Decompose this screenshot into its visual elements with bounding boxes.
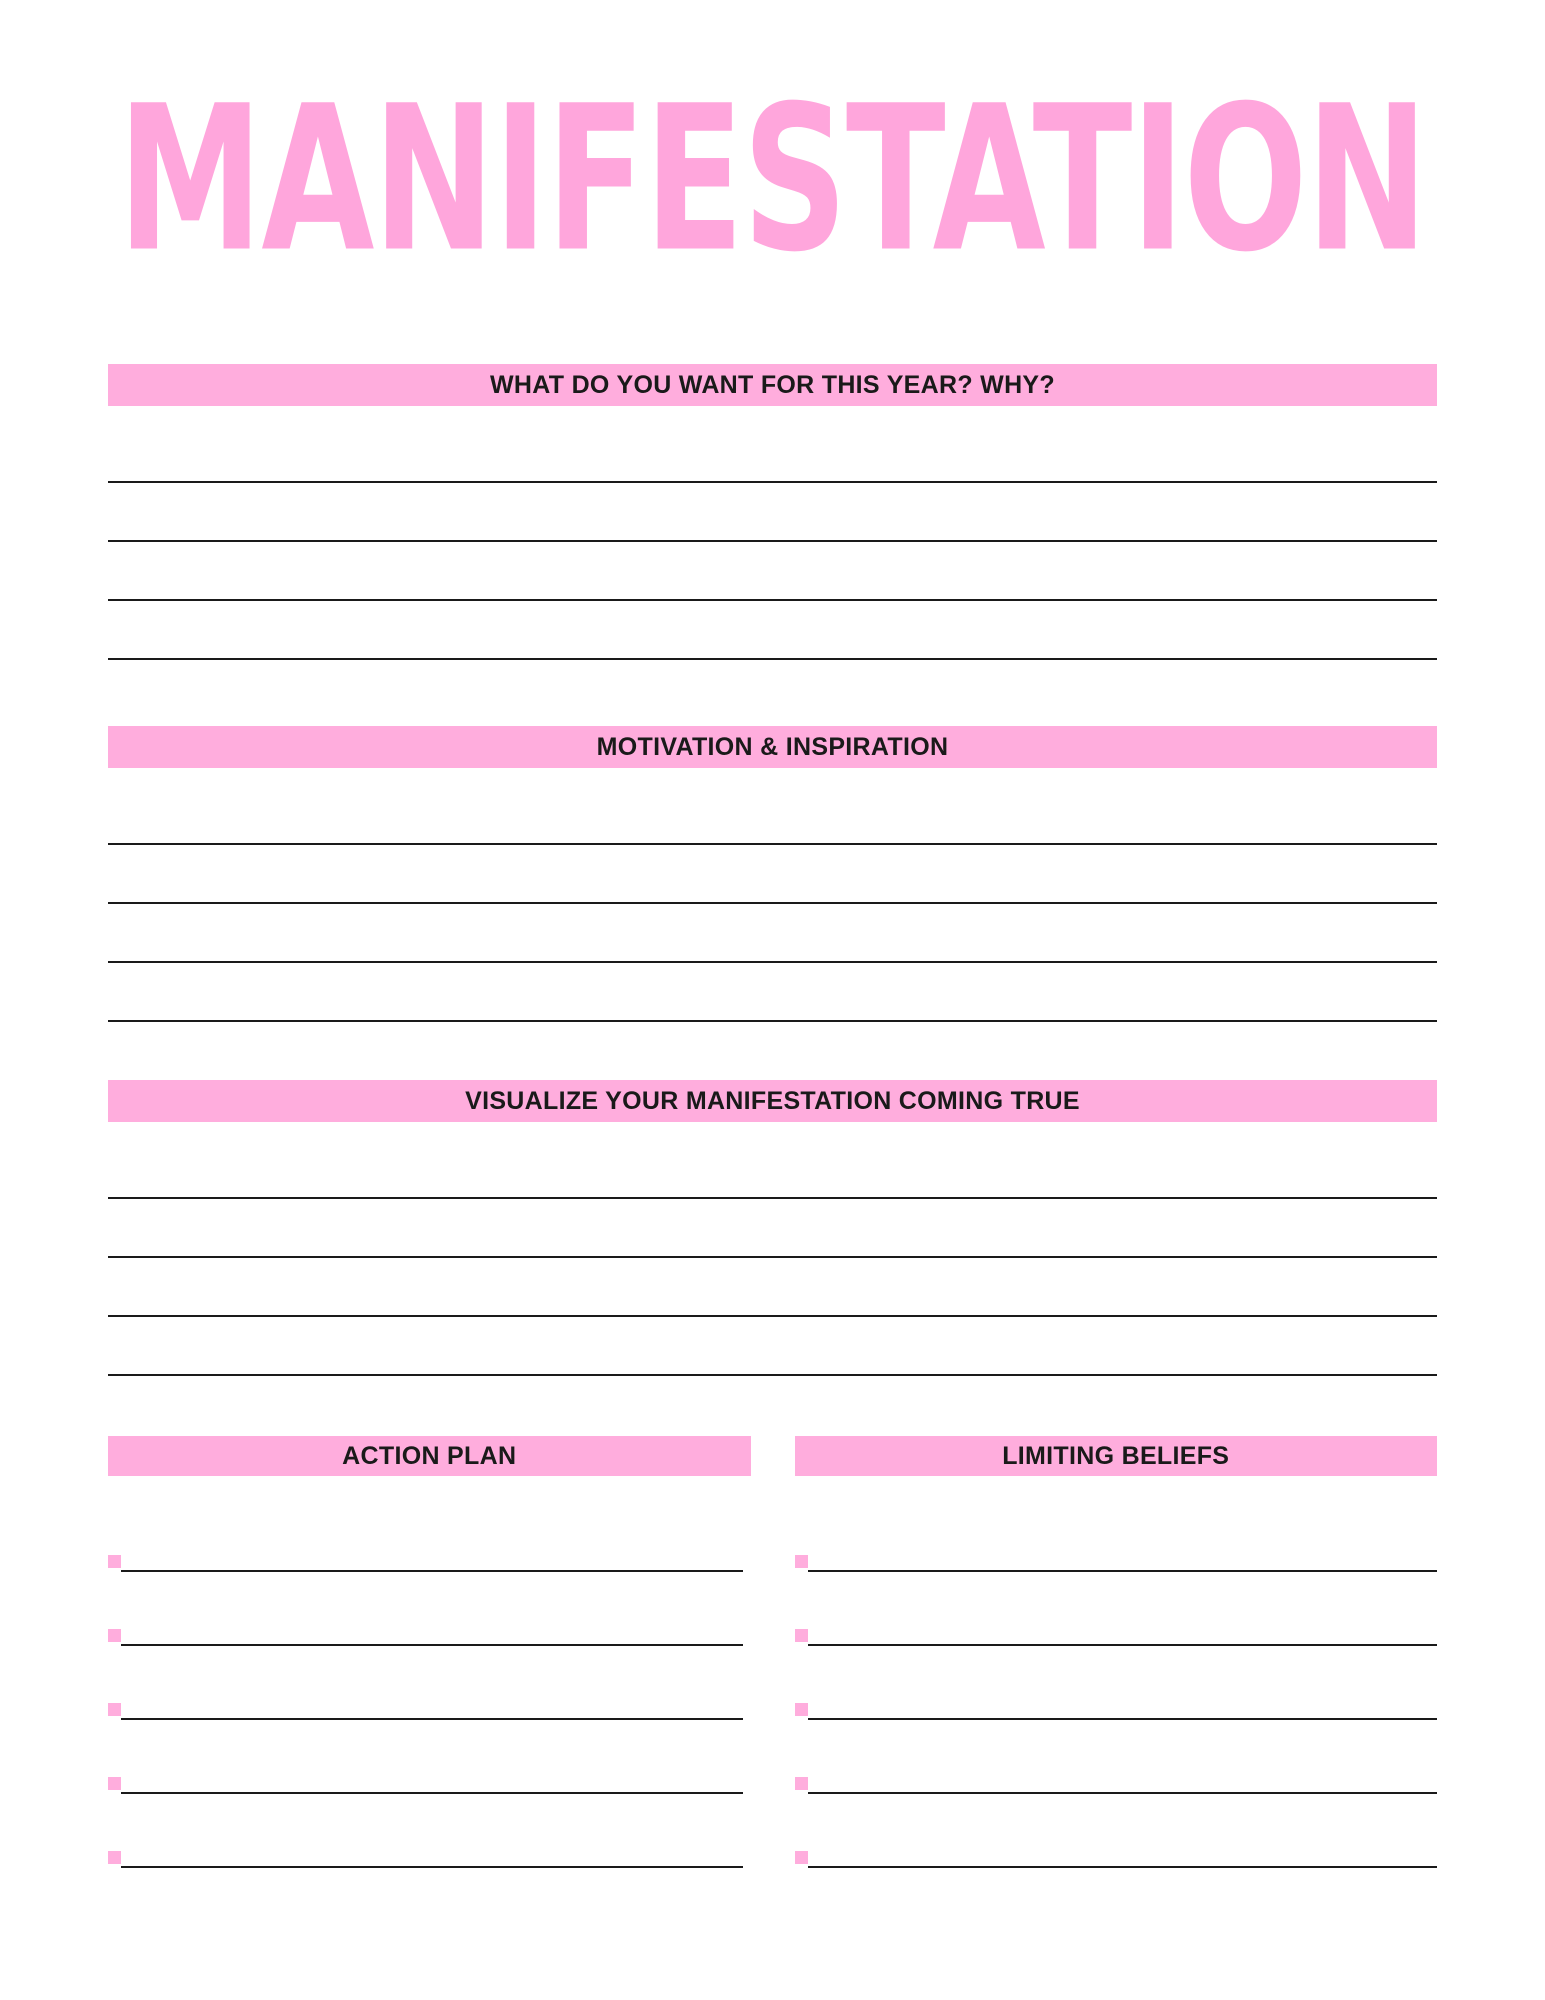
- column-limiting-beliefs: [795, 1436, 1438, 1868]
- item-write-line[interactable]: [808, 1792, 1438, 1868]
- column-header-bar: [108, 1436, 751, 1476]
- column-action-plan: [108, 1436, 751, 1868]
- square-bullet-icon: [108, 1629, 121, 1642]
- item-write-line[interactable]: [121, 1570, 743, 1646]
- square-bullet-icon: [795, 1555, 808, 1568]
- column-heading: LIMITING BELIEFS: [1002, 1441, 1230, 1470]
- item-write-line[interactable]: [808, 1570, 1438, 1646]
- list-item[interactable]: [795, 1572, 1438, 1646]
- item-write-line[interactable]: [121, 1792, 743, 1868]
- square-bullet-icon: [795, 1777, 808, 1790]
- column-heading: ACTION PLAN: [342, 1441, 517, 1470]
- section-motivation-inspiration: [108, 726, 1437, 1022]
- writing-line[interactable]: [108, 1140, 1437, 1199]
- writing-lines: [108, 786, 1437, 1022]
- section-header-bar: [108, 1080, 1437, 1122]
- writing-lines: [108, 1140, 1437, 1376]
- column-header-bar: [795, 1436, 1438, 1476]
- section-header-bar: [108, 726, 1437, 768]
- writing-line[interactable]: [108, 904, 1437, 963]
- square-bullet-icon: [795, 1703, 808, 1716]
- list-item[interactable]: [108, 1498, 751, 1572]
- bullet-list: [795, 1498, 1438, 1868]
- section-what-do-you-want: [108, 364, 1437, 660]
- list-item[interactable]: [108, 1646, 751, 1720]
- list-item[interactable]: [108, 1720, 751, 1794]
- item-write-line[interactable]: [808, 1718, 1438, 1794]
- bullet-list: [108, 1498, 751, 1868]
- spacer: [108, 660, 1437, 726]
- section-heading: MOTIVATION & INSPIRATION: [596, 732, 949, 761]
- item-write-line[interactable]: [121, 1718, 743, 1794]
- square-bullet-icon: [795, 1851, 808, 1864]
- two-column-area: [108, 1436, 1437, 1868]
- spacer: [108, 1022, 1437, 1080]
- list-item[interactable]: [795, 1794, 1438, 1868]
- square-bullet-icon: [108, 1777, 121, 1790]
- writing-lines: [108, 424, 1437, 660]
- writing-line[interactable]: [108, 786, 1437, 845]
- page-title: MANIFESTATION: [117, 63, 1427, 297]
- list-item[interactable]: [795, 1646, 1438, 1720]
- writing-line[interactable]: [108, 424, 1437, 483]
- square-bullet-icon: [108, 1851, 121, 1864]
- list-item[interactable]: [108, 1572, 751, 1646]
- item-write-line[interactable]: [121, 1496, 743, 1572]
- list-item[interactable]: [795, 1720, 1438, 1794]
- item-write-line[interactable]: [121, 1644, 743, 1720]
- list-item[interactable]: [108, 1794, 751, 1868]
- square-bullet-icon: [795, 1629, 808, 1642]
- writing-line[interactable]: [108, 542, 1437, 601]
- writing-line[interactable]: [108, 1317, 1437, 1376]
- list-item[interactable]: [795, 1498, 1438, 1572]
- section-heading: WHAT DO YOU WANT FOR THIS YEAR? WHY?: [490, 370, 1055, 399]
- square-bullet-icon: [108, 1703, 121, 1716]
- page-title-wrap: [0, 0, 1545, 297]
- worksheet-content: [0, 364, 1545, 1868]
- writing-line[interactable]: [108, 1199, 1437, 1258]
- item-write-line[interactable]: [808, 1496, 1438, 1572]
- square-bullet-icon: [108, 1555, 121, 1568]
- section-visualize: [108, 1080, 1437, 1376]
- writing-line[interactable]: [108, 845, 1437, 904]
- section-header-bar: [108, 364, 1437, 406]
- writing-line[interactable]: [108, 601, 1437, 660]
- writing-line[interactable]: [108, 483, 1437, 542]
- writing-line[interactable]: [108, 1258, 1437, 1317]
- section-heading: VISUALIZE YOUR MANIFESTATION COMING TRUE: [465, 1086, 1080, 1115]
- writing-line[interactable]: [108, 963, 1437, 1022]
- item-write-line[interactable]: [808, 1644, 1438, 1720]
